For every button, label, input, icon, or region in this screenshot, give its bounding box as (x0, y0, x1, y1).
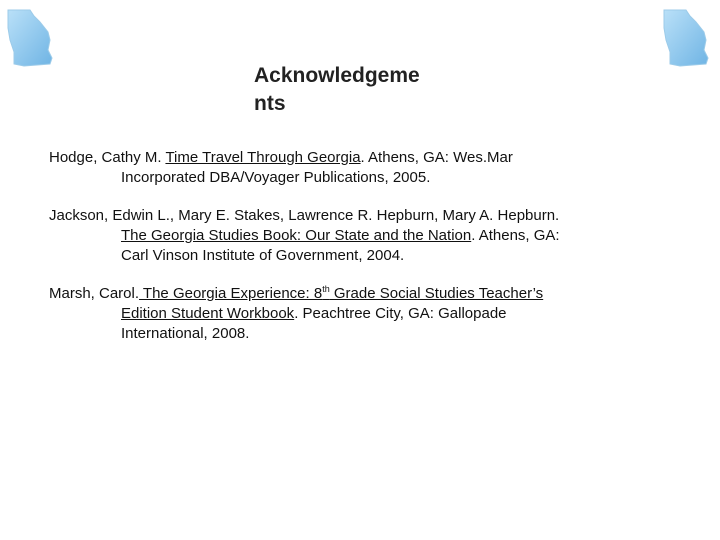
reference-author: Hodge, Cathy M. (49, 149, 166, 166)
reference-list (49, 148, 689, 362)
reference-line: Carl Vinson Institute of Government, 2004. (121, 247, 405, 264)
reference-book-title: Time Travel Through Georgia (165, 149, 361, 166)
reference-line: Jackson, Edwin L., Mary E. Stakes, Lawrence R. Hepburn, Mary A. Hepburn. (49, 207, 560, 224)
reference-text: . Athens, GA: (471, 227, 560, 244)
reference-line (49, 304, 689, 324)
reference-line (49, 226, 689, 246)
reference-hodge (49, 148, 689, 188)
reference-line (49, 284, 689, 304)
reference-book-title-part: The Georgia Experience: 8 (139, 285, 323, 302)
reference-line: Incorporated DBA/Voyager Publications, 2005. (121, 169, 431, 186)
reference-line: International, 2008. (121, 325, 250, 342)
reference-book-title-part: Edition (121, 305, 172, 322)
reference-jackson (49, 206, 689, 266)
reference-marsh (49, 284, 689, 344)
reference-author: Marsh, Carol. (49, 285, 140, 302)
georgia-map-icon-right (660, 6, 712, 70)
ordinal-suffix: th (322, 284, 330, 294)
reference-book-title-part: Grade Social Studies Teacher’s (329, 285, 544, 302)
page-title-line-2: nts (254, 92, 286, 115)
reference-book-title (139, 285, 543, 302)
reference-line (49, 148, 689, 168)
reference-text: . Peachtree City, GA: Gallopade (294, 305, 507, 322)
reference-book-title: The Georgia Studies Book: Our State and the Nation (121, 227, 472, 244)
georgia-map-icon-left (4, 6, 56, 70)
reference-book-title: Student Workbook (171, 305, 295, 322)
page-title (254, 62, 420, 118)
reference-text: . Athens, GA: Wes.Mar (360, 149, 513, 166)
page-title-line-1: Acknowledgeme (254, 64, 420, 87)
